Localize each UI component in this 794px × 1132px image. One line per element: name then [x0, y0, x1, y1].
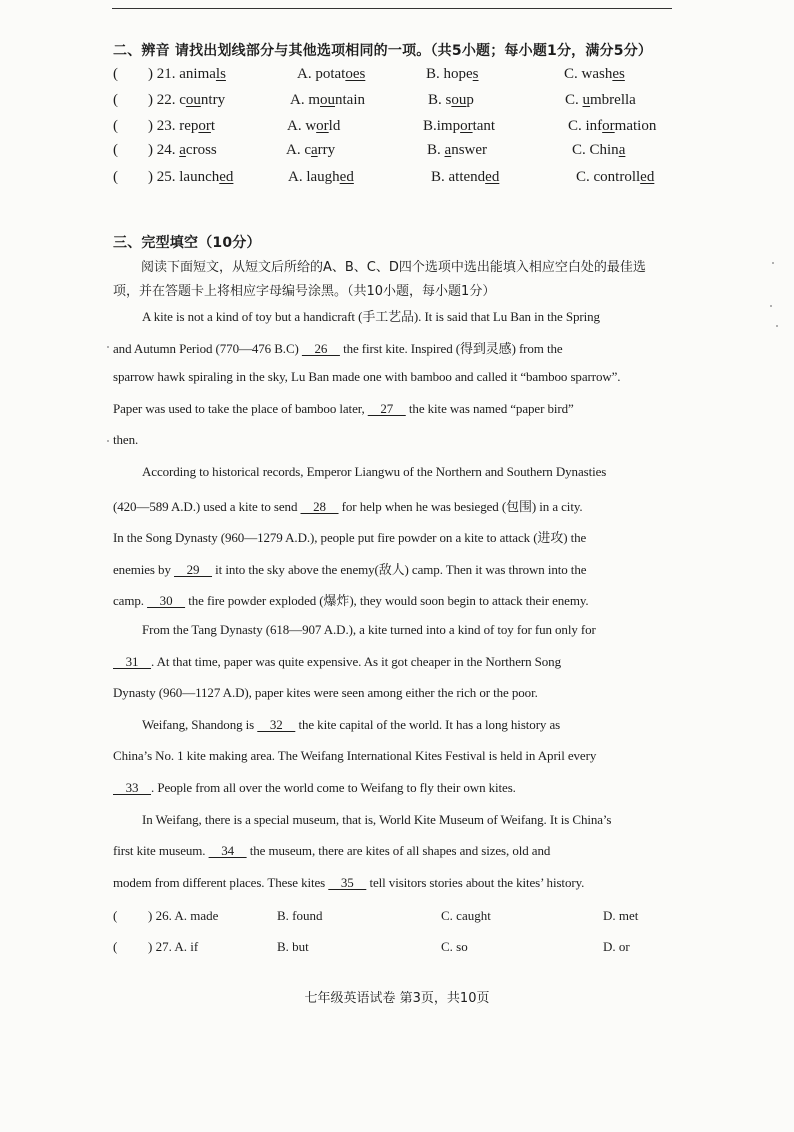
option-c: C. information: [568, 118, 657, 134]
scan-speck: [107, 440, 109, 442]
blank-number: 32: [257, 716, 296, 732]
passage-line: enemies by 29 it into the sky above the enemy(敌人) camp. Then it was thrown into the: [113, 561, 587, 577]
option-b: B.important: [423, 118, 496, 134]
passage-line: then.: [113, 432, 139, 448]
passage-line: A kite is not a kind of toy but a handicraft (手工艺品). It is said that Lu Ban in the Spring: [142, 309, 600, 324]
blank-number: 34: [208, 843, 247, 859]
question-word: ) 23. report: [148, 118, 216, 134]
option-b: B. soup: [428, 92, 474, 108]
passage-line: sparrow hawk spiraling in the sky, Lu Ban made one with bamboo and called it “bamboo sparrow”.: [113, 369, 621, 385]
section2-title: 二、辨音 请找出划线部分与其他选项相同的一项。（共5小题；每小题1分，满分5分）: [113, 43, 653, 59]
page-footer: 七年级英语试卷 第3页，共10页: [304, 991, 490, 1006]
passage-line: camp. 30 the fire powder exploded (爆炸), they would soon begin to attack their enemy.: [113, 593, 589, 609]
option-c: C. so: [441, 939, 468, 954]
blank-number: 29: [174, 561, 213, 577]
blank-number: 28: [300, 498, 339, 514]
answer-paren[interactable]: (: [113, 939, 118, 954]
passage-line: (420—589 A.D.) used a kite to send 28 for help when he was besieged (包围) in a city.: [113, 498, 583, 514]
question-word: ) 22. country: [148, 92, 226, 108]
option-c: C. washes: [564, 66, 625, 82]
option-c: C. China: [572, 142, 626, 158]
passage-line: Weifang, Shandong is 32 the kite capital of the world. It has a long history as: [142, 716, 561, 732]
passage-line: In Weifang, there is a special museum, that is, World Kite Museum of Weifang. It is China’s: [142, 811, 612, 827]
question-row: [0, 142, 794, 164]
blank-number: 35: [328, 874, 367, 890]
answer-paren[interactable]: (: [113, 118, 118, 134]
passage-line: first kite museum. 34 the museum, there are kites of all shapes and sizes, old and: [113, 843, 551, 859]
section3-instruction: 阅读下面短文，从短文后所给的A、B、C、D四个选项中选出能填入相应空白处的最佳选项，并在答题卡上将相应字母编号涂黑。（共10小题，每小题1分）: [113, 260, 646, 299]
passage-line: China’s No. 1 kite making area. The Weifang International Kites Festival is held in April every: [113, 748, 597, 764]
scan-speck: [107, 346, 109, 348]
option-c: C. controlled: [576, 169, 655, 185]
option-d: D. or: [603, 939, 630, 954]
passage-line: 33 . People from all over the world come to Weifang to fly their own kites.: [113, 780, 516, 795]
passage-line: From the Tang Dynasty (618—907 A.D.), a kite turned into a kind of toy for fun only for: [142, 622, 596, 637]
question-row: [0, 169, 794, 191]
option-a: A. laughed: [288, 169, 354, 185]
passage-line: and Autumn Period (770—476 B.C) 26 the first kite. Inspired (得到灵感) from the: [113, 340, 563, 356]
question-word: ) 21. animals: [148, 66, 226, 82]
answer-paren[interactable]: (: [113, 169, 118, 185]
option-row: [0, 908, 794, 928]
blank-number: 31: [113, 653, 152, 669]
blank-number: 26: [301, 340, 340, 356]
option-a: A. mountain: [290, 92, 365, 108]
option-b: B. found: [277, 908, 323, 923]
question-row: [0, 92, 794, 114]
passage-line: According to historical records, Emperor Liangwu of the Northern and Southern Dynasties: [142, 464, 607, 479]
section3-title: 三、完型填空（10分）: [113, 235, 261, 251]
question-row: [0, 66, 794, 88]
option-c: C. umbrella: [565, 92, 636, 108]
option-a: A. carry: [286, 142, 336, 158]
blank-number: 27: [367, 400, 406, 416]
answer-paren[interactable]: (: [113, 92, 118, 108]
question-word: ) 25. launched: [148, 169, 234, 185]
passage-line: Dynasty (960—1127 A.D), paper kites were seen among either the rich or the poor.: [113, 685, 538, 701]
scan-speck: [776, 325, 778, 327]
option-d: D. met: [603, 908, 639, 923]
option-row: [0, 939, 794, 959]
passage-line: Paper was used to take the place of bamboo later, 27 the kite was named “paper bird”: [113, 400, 574, 416]
question-row: [0, 118, 794, 140]
answer-paren[interactable]: (: [113, 142, 118, 158]
passage-line: 31 . At that time, paper was quite expensive. As it got cheaper in the Northern Song: [113, 653, 561, 669]
option-a: ) 27. A. if: [148, 939, 199, 954]
blank-number: 30: [147, 593, 186, 609]
passage-line: modem from different places. These kites 35 tell visitors stories about the kites’ history.: [113, 874, 585, 890]
option-a: A. world: [287, 118, 341, 134]
option-b: B. answer: [427, 142, 488, 158]
option-a: A. potatoes: [297, 66, 366, 82]
passage-line: In the Song Dynasty (960—1279 A.D.), people put fire powder on a kite to attack (进攻) the: [113, 530, 587, 546]
option-b: B. but: [277, 939, 309, 954]
answer-paren[interactable]: (: [113, 66, 118, 82]
option-b: B. attended: [431, 169, 500, 185]
top-rule: [112, 8, 672, 9]
question-word: ) 24. across: [148, 142, 217, 158]
scan-speck: [770, 305, 772, 307]
option-b: B. hopes: [426, 66, 479, 82]
answer-paren[interactable]: (: [113, 908, 118, 923]
scan-speck: [772, 262, 774, 264]
blank-number: 33: [113, 780, 152, 795]
option-a: ) 26. A. made: [148, 908, 219, 923]
option-c: C. caught: [441, 908, 491, 923]
